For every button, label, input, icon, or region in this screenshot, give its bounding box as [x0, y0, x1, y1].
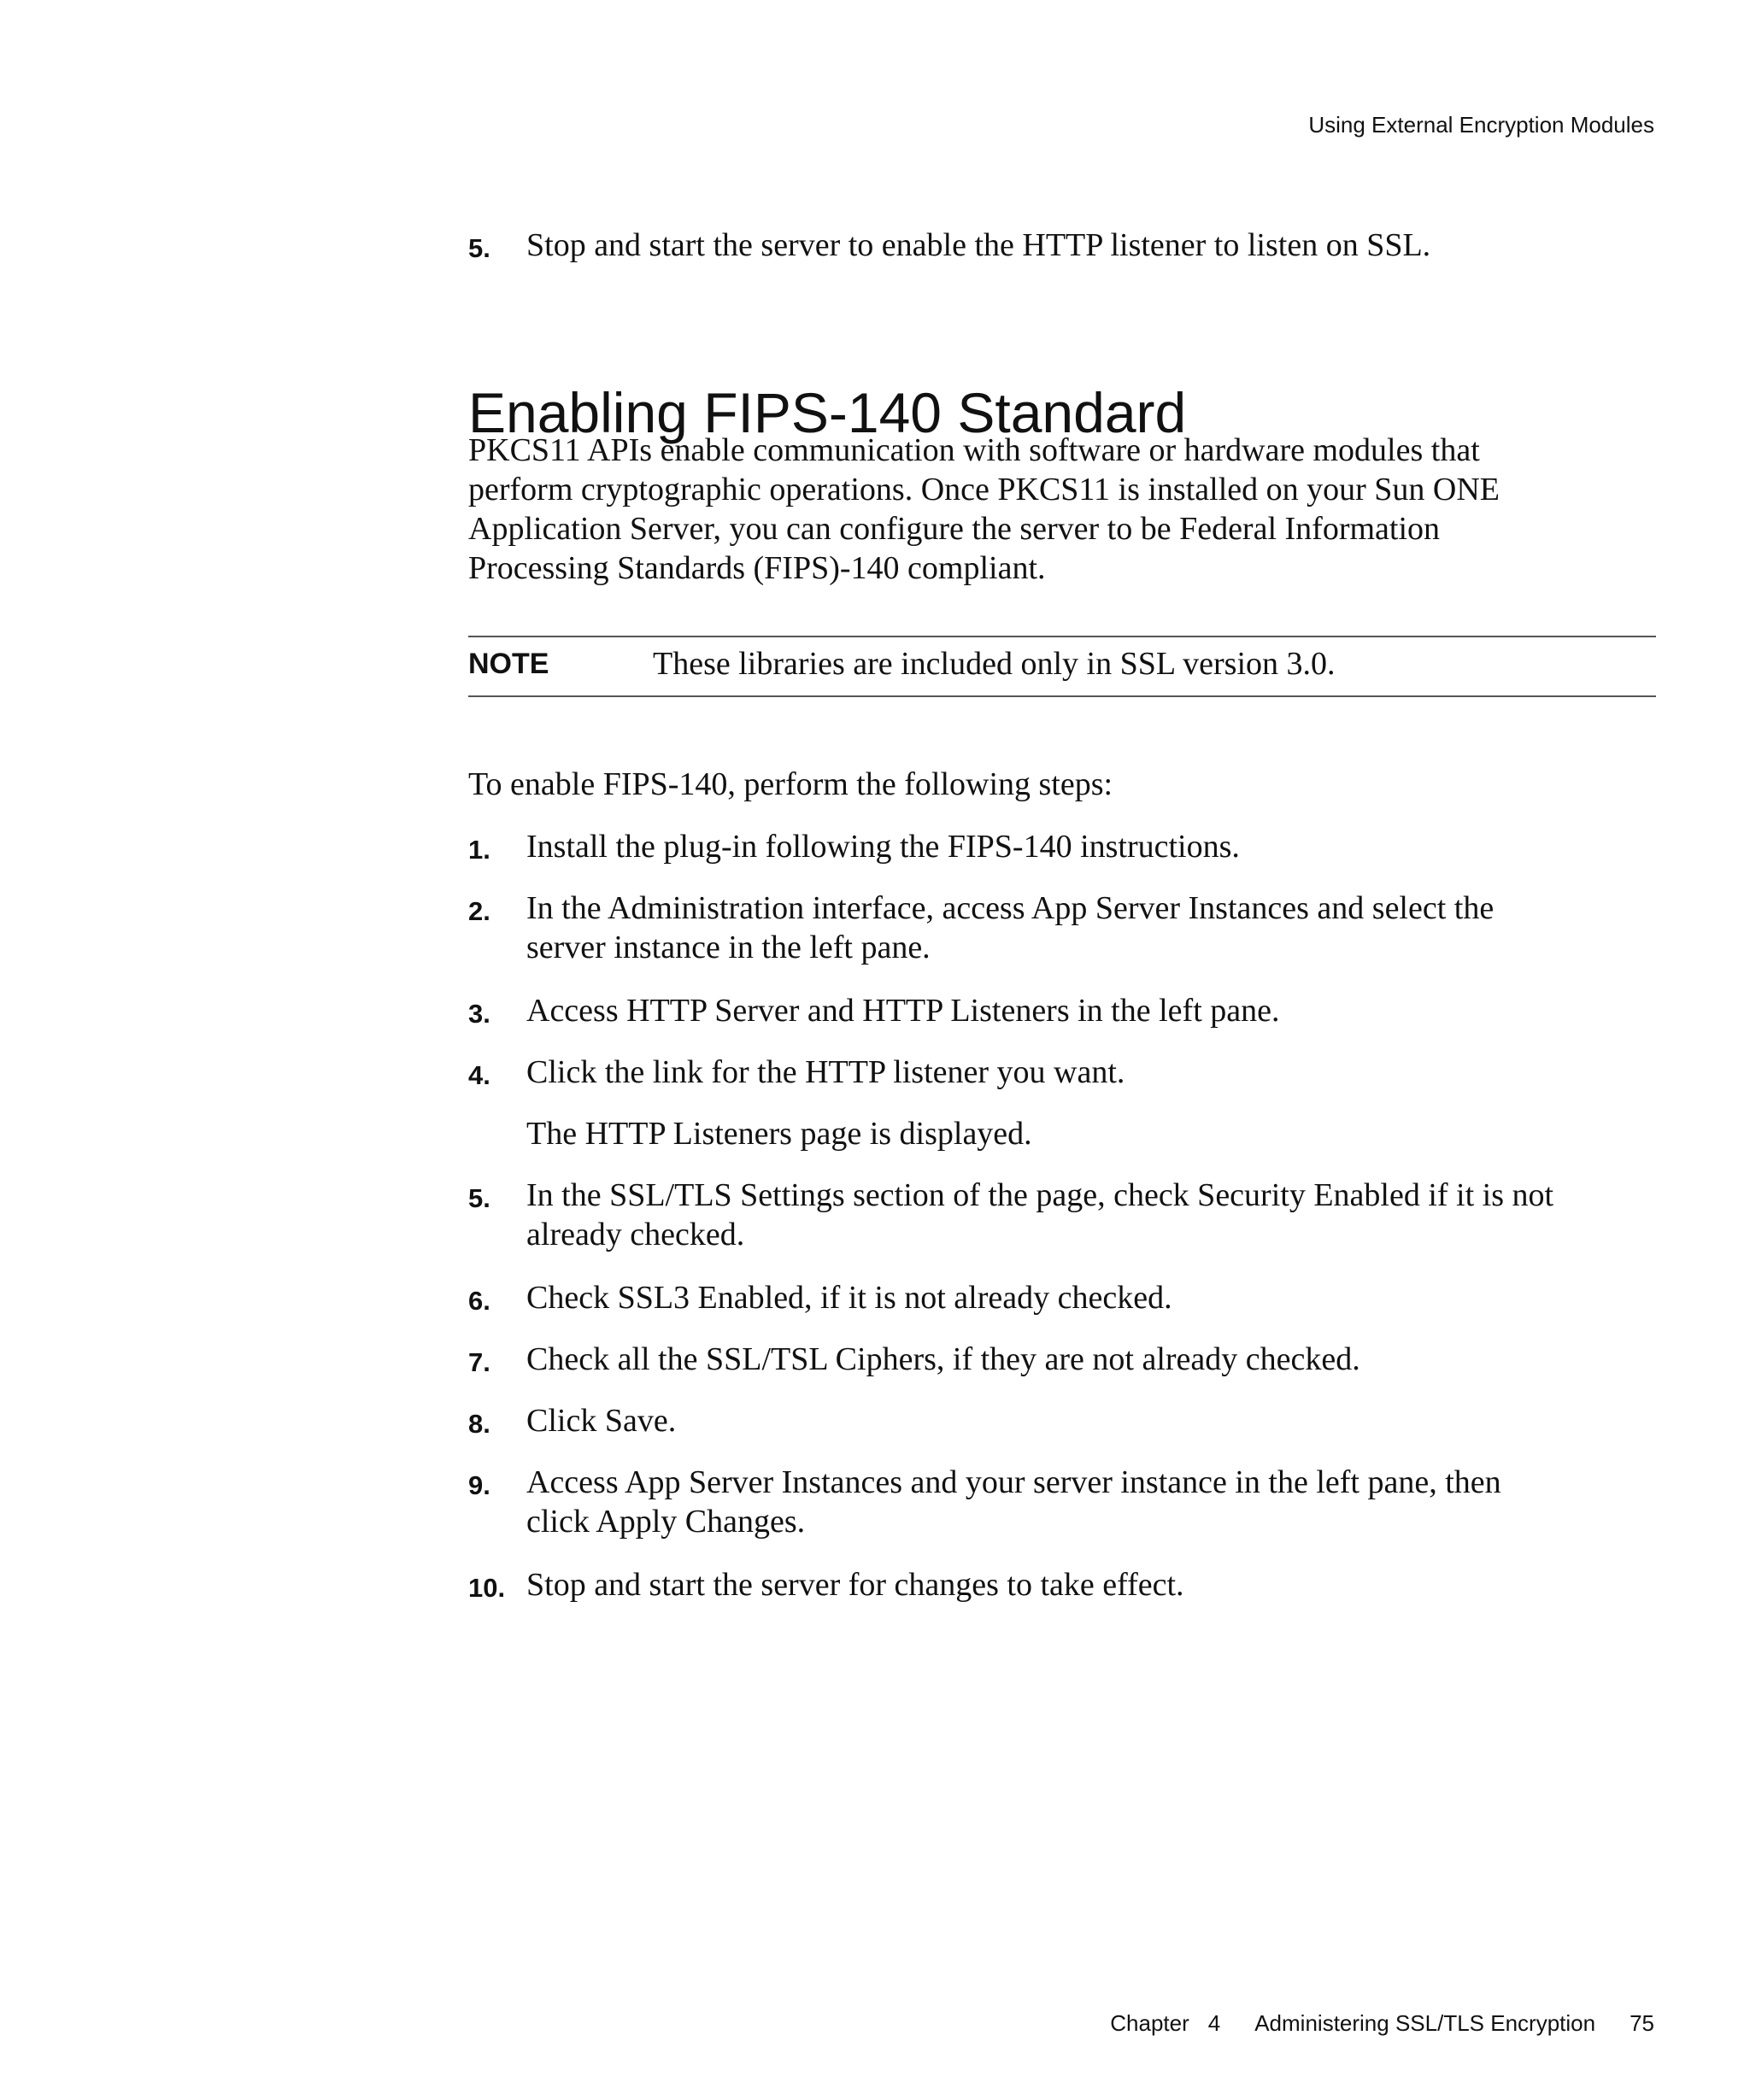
step-number: 6. — [468, 1286, 490, 1316]
running-header: Using External Encryption Modules — [1308, 112, 1654, 138]
step-text: already checked. — [526, 1217, 745, 1252]
step-4 — [468, 1053, 1656, 1092]
step-text: In the Administration interface, access App Server Instances and select the — [526, 890, 1495, 926]
prev-step-5 — [468, 226, 1656, 265]
step-number: 5. — [468, 1183, 490, 1213]
note-text: These libraries are included only in SSL version 3.0. — [653, 646, 1336, 682]
step-text: Stop and start the server for changes to take effect. — [526, 1567, 1184, 1603]
steps-intro: To enable FIPS-140, perform the following steps: — [468, 766, 1113, 802]
step-number: 5. — [468, 233, 490, 263]
step-9 — [468, 1463, 1656, 1541]
step-10 — [468, 1565, 1656, 1604]
intro-paragraph — [468, 431, 1656, 588]
step-text: Check all the SSL/TSL Ciphers, if they are not already checked. — [526, 1341, 1360, 1377]
step-1 — [468, 827, 1656, 866]
footer-page-number: 75 — [1630, 2010, 1654, 2036]
footer-chapter-label: Chapter — [1110, 2010, 1189, 2036]
step-7 — [468, 1340, 1656, 1379]
step-5 — [468, 1176, 1656, 1254]
intro-line: PKCS11 APIs enable communication with software or hardware modules that — [468, 432, 1480, 468]
section-heading: Enabling FIPS-140 Standard — [468, 381, 1187, 445]
step-6 — [468, 1278, 1656, 1317]
intro-line: perform cryptographic operations. Once PKCS11 is installed on your Sun ONE — [468, 472, 1500, 507]
step-text: Click Save. — [526, 1403, 677, 1439]
step-8 — [468, 1401, 1656, 1440]
step-text: Access HTTP Server and HTTP Listeners in the left pane. — [526, 993, 1280, 1029]
step-text: Click the link for the HTTP listener you want. — [526, 1054, 1125, 1090]
step-2 — [468, 889, 1656, 967]
step-number: 4. — [468, 1060, 490, 1090]
step-number: 9. — [468, 1470, 490, 1500]
step-number: 3. — [468, 999, 490, 1029]
step-number: 1. — [468, 835, 490, 865]
step-text: Access App Server Instances and your server instance in the left pane, then — [526, 1464, 1501, 1500]
page-footer — [1098, 1982, 1654, 2037]
step-number: 8. — [468, 1409, 490, 1439]
step-4-result — [468, 1114, 1656, 1153]
step-text: Check SSL3 Enabled, if it is not already checked. — [526, 1280, 1172, 1316]
footer-chapter-number: 4 — [1207, 2010, 1221, 2036]
step-text: Stop and start the server to enable the HTTP listener to listen on SSL. — [526, 227, 1431, 263]
footer-chapter-title: Administering SSL/TLS Encryption — [1254, 2010, 1596, 2036]
step-number: 7. — [468, 1347, 490, 1377]
step-text: In the SSL/TLS Settings section of the page, check Security Enabled if it is not — [526, 1177, 1554, 1213]
step-text: The HTTP Listeners page is displayed. — [526, 1116, 1032, 1152]
step-number: 2. — [468, 896, 490, 926]
step-text: server instance in the left pane. — [526, 930, 931, 965]
note-box — [468, 636, 1656, 697]
intro-line: Application Server, you can configure the server to be Federal Information — [468, 511, 1441, 547]
step-3 — [468, 991, 1656, 1030]
step-number: 10. — [468, 1573, 506, 1603]
step-text: Install the plug-in following the FIPS-140 instructions. — [526, 829, 1240, 865]
step-text: click Apply Changes. — [526, 1504, 806, 1540]
note-label: NOTE — [468, 648, 549, 680]
intro-line: Processing Standards (FIPS)-140 compliant. — [468, 550, 1046, 586]
